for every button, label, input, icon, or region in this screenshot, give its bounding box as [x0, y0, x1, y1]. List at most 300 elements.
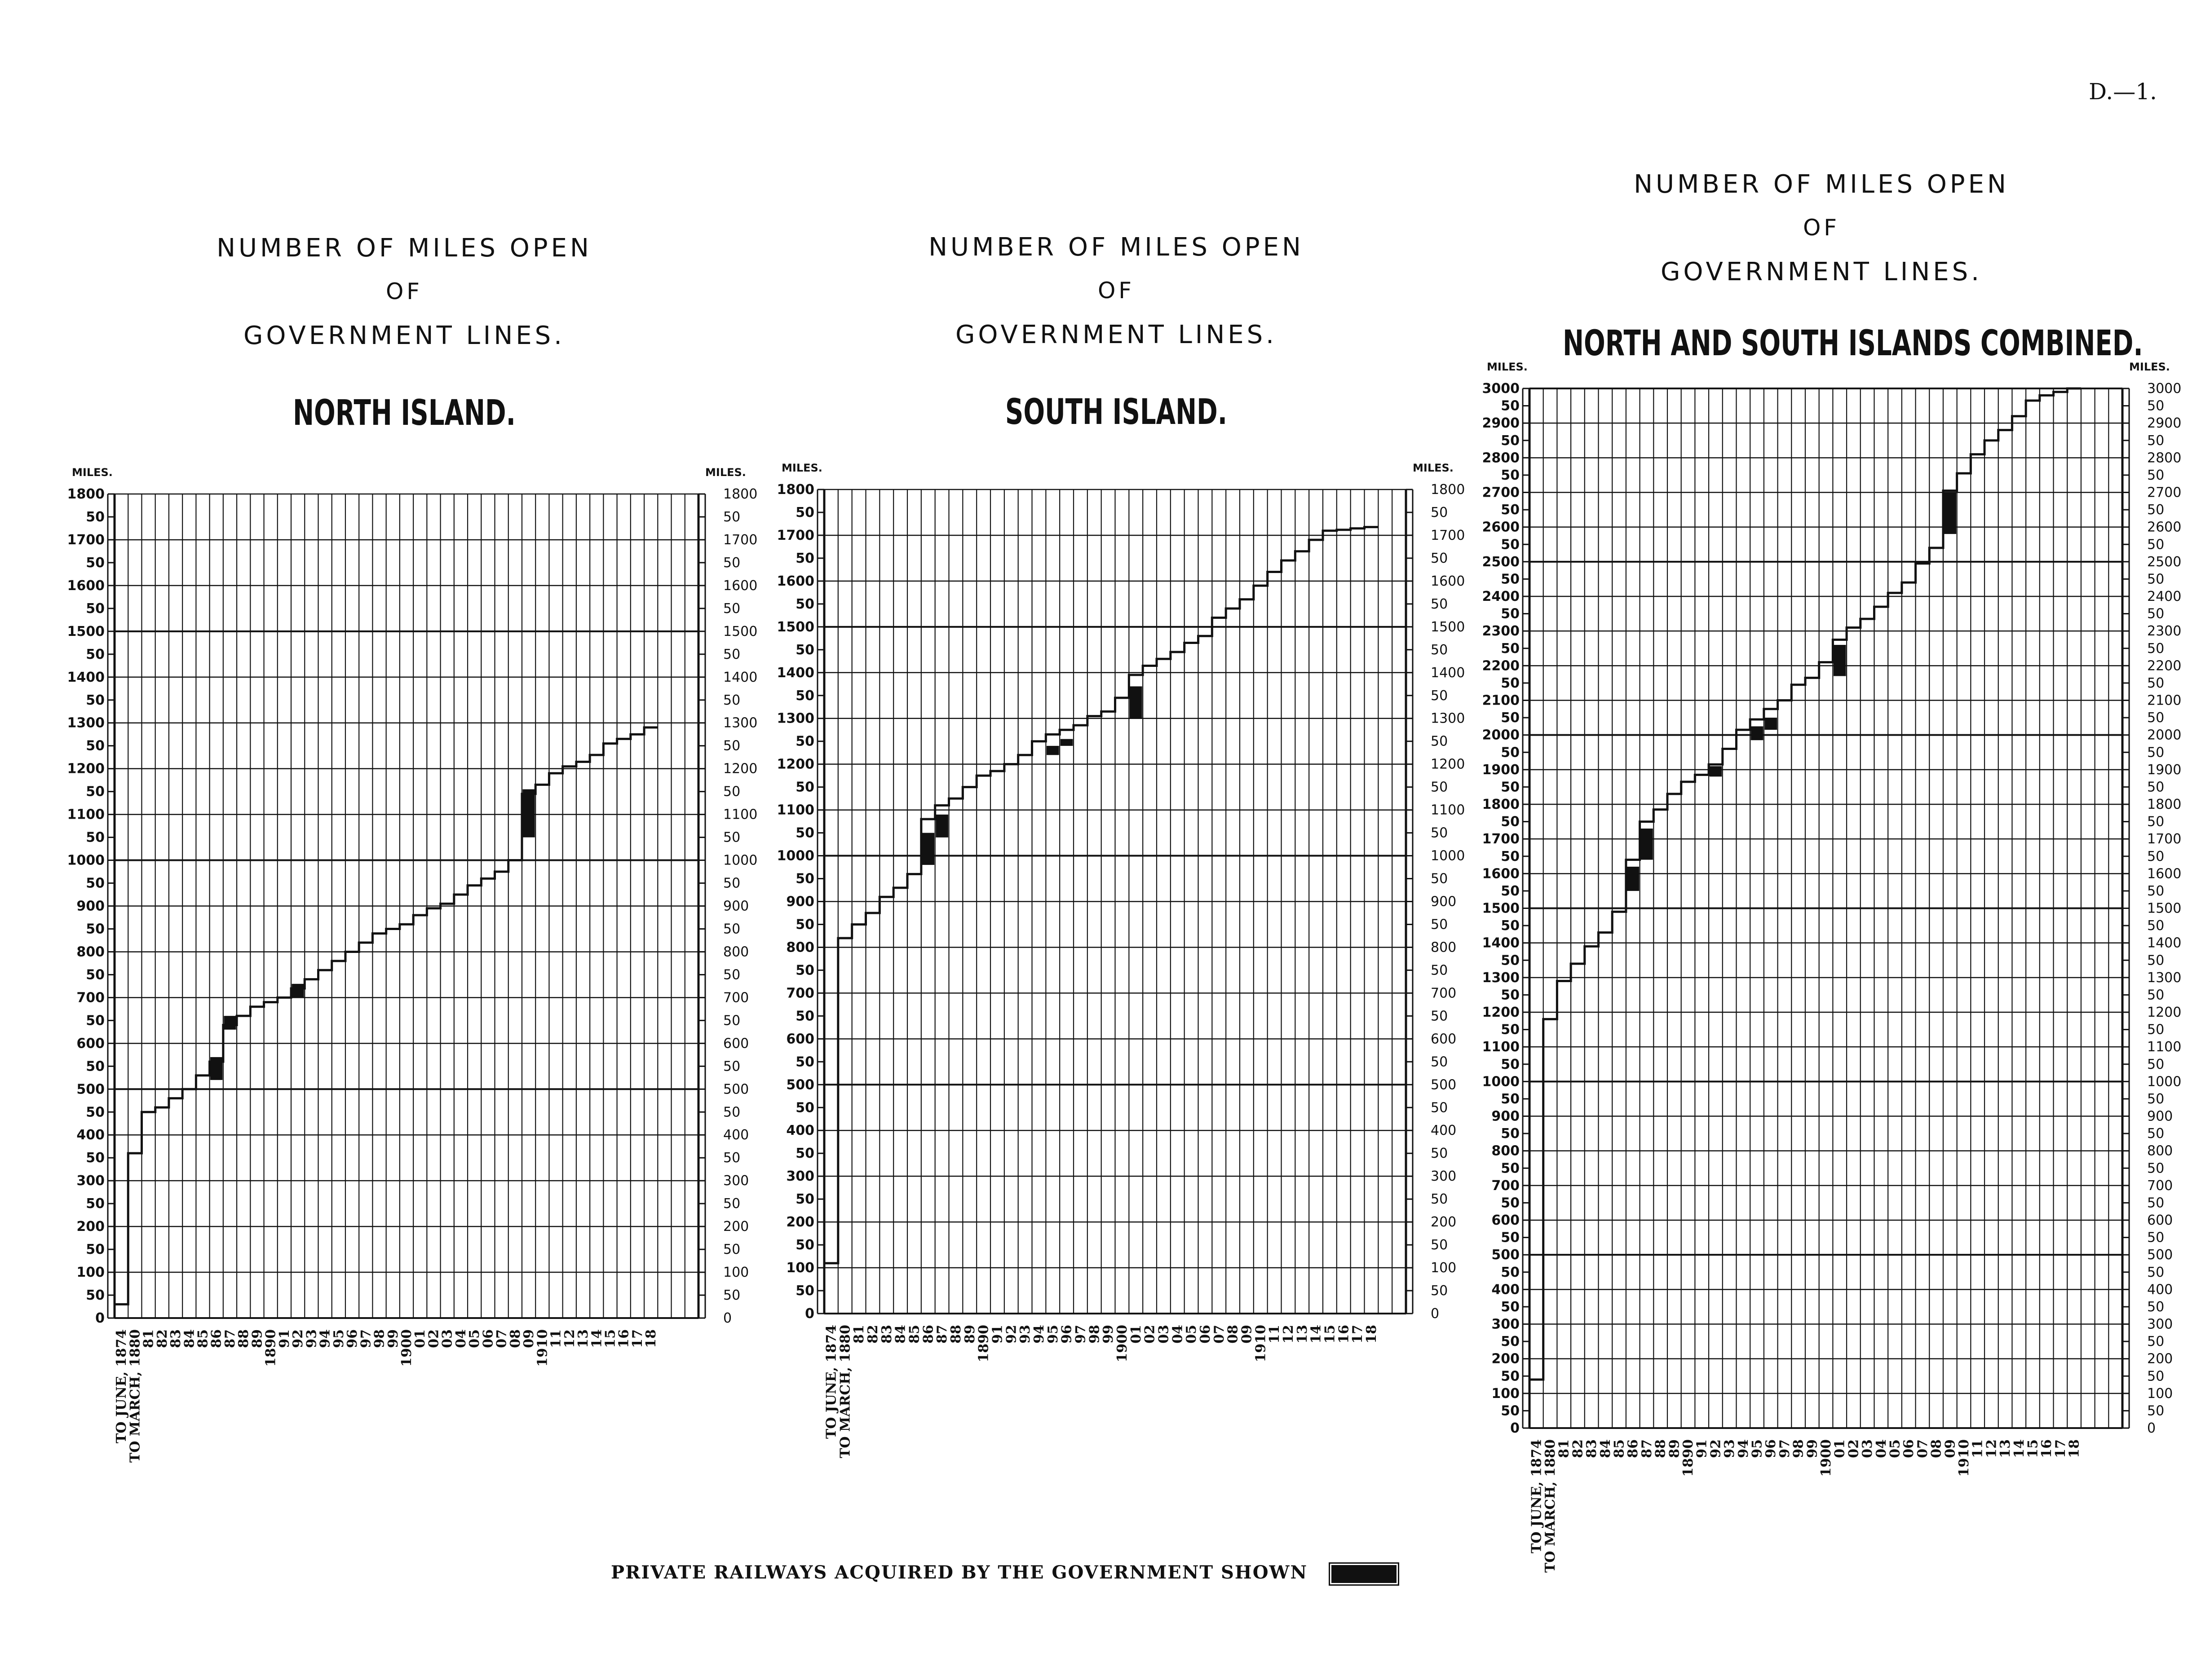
y-tick-label-left: 50: [796, 1008, 814, 1024]
y-tick-label-right: 1900: [2147, 762, 2182, 778]
y-tick-label-right: 50: [2147, 1230, 2165, 1246]
y-tick-label-right: 500: [1431, 1077, 1457, 1093]
y-tick-label-right: 0: [1431, 1306, 1440, 1322]
acquired-block: [1130, 686, 1142, 718]
y-tick-label-right: 50: [2147, 1126, 2165, 1142]
y-tick-label-right: 400: [2147, 1282, 2173, 1298]
chart3-title-line1: NUMBER OF MILES OPEN: [1634, 170, 2009, 199]
y-tick-label-left: 0: [95, 1310, 105, 1326]
y-tick-label-left: 1800: [1482, 797, 1520, 812]
chart2-title-line3: GOVERNMENT LINES.: [955, 320, 1277, 349]
y-tick-label-left: 50: [86, 829, 105, 846]
y-tick-label-left: 50: [1501, 1403, 1520, 1419]
y-tick-label-left: 50: [1501, 1230, 1520, 1246]
x-tick-label: 03: [439, 1329, 455, 1348]
y-tick-label-left: 800: [76, 944, 105, 960]
x-tick-label: 15: [602, 1329, 619, 1348]
y-tick-label-left: 1200: [67, 761, 105, 777]
x-tick-label: 01: [1128, 1325, 1144, 1344]
y-tick-label-right: 1800: [1431, 482, 1465, 498]
x-tick-label: 11: [1970, 1439, 1986, 1458]
y-tick-label-right: 50: [1431, 1237, 1448, 1253]
y-tick-label-left: 50: [86, 692, 105, 708]
x-tick-label: 14: [1308, 1325, 1324, 1344]
acquired-block: [1061, 739, 1073, 746]
y-tick-label-left: 1200: [1482, 1005, 1520, 1020]
y-tick-label-right: 50: [723, 784, 741, 800]
x-tick-label: 01: [412, 1329, 429, 1348]
x-tick-label: 81: [851, 1325, 867, 1344]
y-tick-label-right: 100: [1431, 1260, 1457, 1276]
x-tick-label: 87: [222, 1329, 238, 1348]
x-tick-label: 97: [358, 1329, 374, 1348]
x-tick-label: 04: [1873, 1439, 1889, 1458]
acquired-block: [522, 789, 535, 838]
y-tick-label-right: 100: [2147, 1385, 2173, 1402]
y-tick-label-right: 300: [723, 1173, 749, 1189]
y-tick-label-left: 900: [786, 894, 814, 910]
y-tick-label-left: 300: [786, 1169, 814, 1185]
y-tick-label-right: 800: [723, 944, 749, 960]
x-tick-label: 16: [1336, 1325, 1352, 1344]
y-tick-label-right: 50: [2147, 952, 2165, 969]
x-tick-label: 92: [1708, 1439, 1724, 1458]
x-tick-label: 89: [1666, 1439, 1683, 1458]
y-tick-label-left: 1000: [67, 852, 105, 869]
y-tick-label-right: 50: [2147, 1368, 2165, 1385]
y-tick-label-left: 800: [786, 939, 814, 956]
y-tick-label-left: 2000: [1482, 727, 1520, 743]
y-tick-label-right: 50: [723, 1013, 741, 1029]
x-tick-label: 89: [962, 1325, 978, 1344]
x-tick-label: 1910: [1956, 1439, 1972, 1477]
y-tick-label-left: 1000: [777, 848, 814, 864]
y-tick-label-left: 1500: [1482, 900, 1520, 917]
chart2-title-line1: NUMBER OF MILES OPEN: [928, 233, 1304, 262]
y-tick-label-right: 1200: [2147, 1005, 2182, 1020]
y-tick-label-right: 2100: [2147, 692, 2182, 709]
y-tick-label-left: 50: [1501, 779, 1520, 795]
y-tick-label-left: 50: [796, 1191, 814, 1208]
x-tick-label: 07: [1211, 1325, 1227, 1344]
x-tick-label: 86: [920, 1325, 937, 1344]
y-tick-label-right: 1300: [723, 715, 758, 731]
y-tick-label-right: 50: [723, 738, 741, 754]
y-tick-label-right: 900: [1431, 894, 1457, 910]
y-tick-label-right: 50: [2147, 710, 2165, 726]
x-tick-label: TO JUNE, 1874: [114, 1329, 130, 1443]
y-tick-label-left: 50: [1501, 398, 1520, 414]
y-tick-label-right: 1500: [1431, 619, 1465, 635]
y-tick-label-left: 1400: [777, 665, 814, 681]
y-tick-label-right: 800: [2147, 1143, 2173, 1159]
y-tick-label-left: 50: [1501, 987, 1520, 1003]
chart3-subtitle: NORTH AND SOUTH ISLANDS COMBINED.: [1563, 323, 2143, 364]
y-tick-label-right: 1800: [2147, 797, 2182, 812]
x-tick-label: 06: [1901, 1439, 1917, 1458]
y-tick-label-right: 1700: [723, 532, 758, 548]
y-tick-label-right: 100: [723, 1265, 749, 1281]
y-tick-label-left: 600: [786, 1031, 814, 1047]
x-tick-label: 13: [1998, 1439, 2014, 1458]
y-tick-label-right: 50: [1431, 1146, 1448, 1162]
x-tick-label: 12: [1984, 1439, 2000, 1458]
y-tick-label-left: 50: [1501, 1299, 1520, 1315]
y-tick-label-right: 300: [1431, 1169, 1457, 1185]
y-tick-label-left: 50: [796, 917, 814, 933]
y-tick-label-left: 1900: [1482, 762, 1520, 778]
y-tick-label-right: 50: [1431, 871, 1448, 887]
y-tick-label-right: 2000: [2147, 727, 2182, 743]
y-axis-label-left: MILES.: [1487, 361, 1528, 373]
x-tick-label: 01: [1832, 1439, 1848, 1458]
y-tick-label-left: 50: [1501, 1126, 1520, 1142]
x-tick-label: 03: [1156, 1325, 1172, 1344]
y-tick-label-left: 50: [796, 1054, 814, 1070]
y-tick-label-right: 1600: [1431, 573, 1465, 589]
y-tick-label-left: 50: [1501, 814, 1520, 830]
y-tick-label-right: 50: [723, 600, 741, 617]
y-tick-label-right: 2500: [2147, 554, 2182, 570]
x-tick-label: 82: [1570, 1439, 1586, 1458]
x-tick-label: 18: [1363, 1325, 1379, 1344]
x-tick-label: 87: [1639, 1439, 1655, 1458]
x-tick-label: 85: [906, 1325, 923, 1344]
x-tick-label: 95: [1045, 1325, 1061, 1344]
y-tick-label-right: 50: [1431, 733, 1448, 750]
y-tick-label-right: 50: [1431, 917, 1448, 933]
y-tick-label-right: 400: [723, 1127, 749, 1143]
y-tick-label-right: 2600: [2147, 519, 2182, 535]
x-tick-label: 1890: [1680, 1439, 1697, 1477]
y-tick-label-left: 0: [805, 1306, 814, 1322]
y-tick-label-left: 2700: [1482, 485, 1520, 501]
y-tick-label-left: 300: [76, 1173, 105, 1189]
y-tick-label-right: 2200: [2147, 658, 2182, 674]
y-tick-label-right: 2800: [2147, 450, 2182, 466]
y-tick-label-left: 2400: [1482, 589, 1520, 604]
y-tick-label-right: 50: [723, 1104, 741, 1120]
x-tick-label: 82: [865, 1325, 881, 1344]
y-tick-label-right: 50: [2147, 432, 2165, 449]
x-tick-label: 13: [1294, 1325, 1310, 1344]
y-tick-label-left: 100: [1491, 1385, 1520, 1402]
x-tick-label: 91: [276, 1329, 292, 1348]
y-tick-label-right: 50: [2147, 883, 2165, 899]
y-tick-label-left: 1100: [1482, 1039, 1520, 1055]
y-tick-label-left: 1300: [67, 715, 105, 731]
y-tick-label-left: 700: [1491, 1177, 1520, 1194]
y-tick-label-right: 50: [2147, 606, 2165, 622]
x-tick-label: 03: [1860, 1439, 1876, 1458]
x-tick-label: TO MARCH, 1880: [1543, 1439, 1559, 1573]
x-tick-label: 1900: [1114, 1325, 1130, 1363]
chart-3: [1482, 361, 2182, 1573]
y-tick-label-left: 50: [1501, 1022, 1520, 1038]
x-tick-label: 81: [141, 1329, 157, 1348]
y-tick-label-right: 200: [2147, 1351, 2173, 1367]
x-tick-label: 17: [2052, 1439, 2069, 1458]
x-tick-label: 16: [2039, 1439, 2055, 1458]
y-tick-label-right: 50: [2147, 675, 2165, 691]
y-tick-label-left: 1600: [777, 573, 814, 589]
y-tick-label-right: 1500: [723, 623, 758, 639]
y-tick-label-left: 50: [86, 600, 105, 617]
y-tick-label-right: 50: [2147, 1195, 2165, 1211]
y-tick-label-right: 50: [2147, 398, 2165, 414]
x-tick-label: 12: [1280, 1325, 1296, 1344]
y-tick-label-left: 50: [86, 875, 105, 891]
y-tick-label-right: 50: [1431, 1008, 1448, 1024]
y-axis-label-right: MILES.: [705, 466, 746, 479]
y-tick-label-right: 50: [2147, 1160, 2165, 1177]
acquired-block: [1627, 867, 1639, 891]
x-tick-label: 98: [1790, 1439, 1807, 1458]
y-tick-label-left: 1500: [777, 619, 814, 635]
y-tick-label-left: 50: [796, 550, 814, 566]
legend-text: PRIVATE RAILWAYS ACQUIRED BY THE GOVERNMENT SHOWN: [611, 1562, 1308, 1583]
chart3-title-line2: OF: [1803, 215, 1840, 241]
x-tick-label: TO MARCH, 1880: [127, 1329, 143, 1463]
acquired-block: [1710, 766, 1722, 776]
y-tick-label-right: 900: [723, 898, 749, 914]
y-tick-label-left: 1600: [67, 578, 105, 594]
y-tick-label-right: 700: [2147, 1177, 2173, 1194]
y-tick-label-left: 800: [1491, 1143, 1520, 1159]
y-tick-label-left: 50: [796, 1146, 814, 1162]
y-tick-label-right: 1000: [2147, 1074, 2182, 1090]
y-tick-label-left: 50: [86, 555, 105, 571]
x-tick-label: 08: [1225, 1325, 1241, 1344]
y-tick-label-left: 50: [796, 962, 814, 979]
x-tick-label: 15: [2025, 1439, 2041, 1458]
x-tick-label: 15: [1322, 1325, 1338, 1344]
y-tick-label-left: 400: [76, 1127, 105, 1143]
x-tick-label: 14: [2011, 1439, 2027, 1458]
y-tick-label-right: 2700: [2147, 485, 2182, 501]
x-tick-label: 86: [208, 1329, 225, 1348]
y-tick-label-left: 50: [796, 688, 814, 704]
y-tick-label-left: 50: [1501, 1264, 1520, 1280]
y-tick-label-left: 50: [86, 1058, 105, 1075]
x-tick-label: 11: [548, 1329, 564, 1348]
y-tick-label-left: 50: [1501, 1091, 1520, 1107]
y-tick-label-right: 700: [1431, 985, 1457, 1001]
y-tick-label-right: 1400: [1431, 665, 1465, 681]
y-tick-label-left: 1600: [1482, 866, 1520, 882]
x-tick-label: 98: [1087, 1325, 1103, 1344]
x-tick-label: 04: [1170, 1325, 1186, 1344]
y-tick-label-right: 800: [1431, 939, 1457, 956]
y-tick-label-left: 50: [86, 646, 105, 662]
y-tick-label-right: 900: [2147, 1108, 2173, 1124]
y-tick-label-left: 50: [1501, 1160, 1520, 1177]
x-tick-label: 1910: [535, 1329, 551, 1367]
y-tick-label-left: 900: [76, 898, 105, 914]
acquired-block: [1764, 718, 1777, 730]
y-tick-label-left: 200: [786, 1214, 814, 1230]
x-tick-label: 81: [1556, 1439, 1572, 1458]
y-tick-label-right: 500: [723, 1081, 749, 1098]
y-tick-label-left: 50: [1501, 606, 1520, 622]
y-tick-label-right: 1100: [2147, 1039, 2182, 1055]
y-tick-label-right: 1200: [723, 761, 758, 777]
y-tick-label-left: 400: [1491, 1282, 1520, 1298]
x-tick-label: 08: [1928, 1439, 1945, 1458]
acquired-block: [1944, 493, 1956, 534]
x-tick-label: 83: [168, 1329, 184, 1348]
y-tick-label-right: 50: [1431, 688, 1448, 704]
y-tick-label-right: 50: [723, 1058, 741, 1075]
y-tick-label-left: 50: [1501, 745, 1520, 761]
chart2-subtitle: SOUTH ISLAND.: [1005, 392, 1228, 432]
y-tick-label-left: 50: [1501, 710, 1520, 726]
y-tick-label-left: 500: [1491, 1247, 1520, 1263]
y-tick-label-left: 50: [1501, 1368, 1520, 1385]
y-tick-label-right: 50: [2147, 987, 2165, 1003]
x-tick-label: 98: [371, 1329, 388, 1348]
y-tick-label-left: 2300: [1482, 623, 1520, 639]
y-tick-label-right: 1600: [2147, 866, 2182, 882]
y-tick-label-left: 50: [1501, 1195, 1520, 1211]
y-tick-label-left: 700: [76, 990, 105, 1006]
x-tick-label: 06: [480, 1329, 496, 1348]
x-tick-label: 1910: [1253, 1325, 1269, 1363]
y-tick-label-right: 50: [2147, 1334, 2165, 1350]
chart1-title-line1: NUMBER OF MILES OPEN: [217, 234, 592, 263]
y-tick-label-left: 50: [86, 784, 105, 800]
x-tick-label: 05: [1184, 1325, 1200, 1344]
x-tick-label: 92: [1003, 1325, 1020, 1344]
x-tick-label: 1900: [1818, 1439, 1834, 1477]
x-tick-label: TO JUNE, 1874: [1529, 1439, 1545, 1553]
y-tick-label-right: 400: [1431, 1123, 1457, 1139]
y-tick-label-right: 2400: [2147, 589, 2182, 604]
y-tick-label-right: 50: [2147, 467, 2165, 483]
y-tick-label-left: 50: [86, 1196, 105, 1212]
y-tick-label-left: 50: [86, 509, 105, 525]
y-tick-label-left: 50: [796, 642, 814, 658]
x-tick-label: 05: [1887, 1439, 1903, 1458]
x-tick-label: 02: [1846, 1439, 1862, 1458]
x-tick-label: 96: [345, 1329, 361, 1348]
y-tick-label-left: 50: [1501, 502, 1520, 518]
acquired-block: [292, 984, 304, 998]
y-tick-label-left: 1300: [1482, 970, 1520, 986]
y-tick-label-left: 50: [86, 921, 105, 937]
y-tick-label-right: 50: [1431, 962, 1448, 979]
y-tick-label-right: 50: [723, 967, 741, 983]
y-tick-label-left: 50: [1501, 1334, 1520, 1350]
y-tick-label-right: 500: [2147, 1247, 2173, 1263]
y-tick-label-right: 1700: [2147, 831, 2182, 847]
y-tick-label-left: 1000: [1482, 1074, 1520, 1090]
y-tick-label-left: 50: [1501, 675, 1520, 691]
x-tick-label: 91: [1694, 1439, 1710, 1458]
x-tick-label: 07: [1914, 1439, 1931, 1458]
x-tick-label: 83: [879, 1325, 895, 1344]
y-tick-label-right: 50: [723, 555, 741, 571]
y-tick-label-right: 50: [1431, 1283, 1448, 1299]
y-tick-label-left: 1700: [1482, 831, 1520, 847]
y-tick-label-right: 50: [723, 875, 741, 891]
x-tick-label: 08: [507, 1329, 523, 1348]
y-axis-label-left: MILES.: [782, 462, 822, 474]
y-tick-label-right: 1300: [2147, 970, 2182, 986]
y-tick-label-right: 50: [2147, 814, 2165, 830]
x-tick-label: 84: [181, 1329, 198, 1348]
y-tick-label-right: 50: [1431, 1054, 1448, 1070]
y-tick-label-left: 300: [1491, 1316, 1520, 1332]
x-tick-label: 93: [304, 1329, 320, 1348]
y-tick-label-left: 1700: [777, 527, 814, 543]
x-tick-label: 07: [494, 1329, 510, 1348]
y-tick-label-right: 50: [2147, 571, 2165, 587]
x-tick-label: 93: [1017, 1325, 1034, 1344]
y-tick-label-left: 500: [786, 1077, 814, 1093]
y-tick-label-left: 50: [796, 1283, 814, 1299]
y-tick-label-left: 50: [86, 1150, 105, 1166]
y-tick-label-left: 50: [796, 596, 814, 612]
y-tick-label-left: 1800: [67, 486, 105, 502]
y-tick-label-left: 1100: [777, 802, 814, 818]
x-tick-label: TO JUNE, 1874: [823, 1325, 840, 1439]
x-tick-label: 09: [1239, 1325, 1255, 1344]
x-tick-label: 16: [616, 1329, 632, 1348]
x-tick-label: 88: [1653, 1439, 1669, 1458]
y-tick-label-left: 50: [1501, 432, 1520, 449]
y-tick-label-right: 1700: [1431, 527, 1465, 543]
x-tick-label: 84: [893, 1325, 909, 1344]
y-tick-label-left: 50: [1501, 640, 1520, 657]
y-tick-label-right: 50: [2147, 1299, 2165, 1315]
y-tick-label-left: 50: [796, 733, 814, 750]
x-tick-label: 06: [1197, 1325, 1213, 1344]
y-axis-label-left: MILES.: [72, 466, 113, 479]
x-tick-label: 09: [1942, 1439, 1958, 1458]
y-tick-label-left: 400: [786, 1123, 814, 1139]
x-tick-label: 99: [1101, 1325, 1117, 1344]
y-tick-label-right: 50: [2147, 779, 2165, 795]
y-tick-label-left: 50: [796, 871, 814, 887]
x-tick-label: 99: [1804, 1439, 1821, 1458]
x-tick-label: 91: [990, 1325, 1006, 1344]
y-tick-label-right: 50: [723, 829, 741, 846]
chart1-subtitle: NORTH ISLAND.: [293, 393, 516, 433]
acquired-block: [224, 1016, 236, 1030]
y-tick-label-right: 50: [723, 1288, 741, 1304]
x-tick-label: 88: [948, 1325, 964, 1344]
y-tick-label-right: 1400: [2147, 935, 2182, 951]
y-tick-label-left: 50: [796, 1237, 814, 1253]
x-tick-label: 95: [331, 1329, 347, 1348]
y-tick-label-left: 100: [76, 1265, 105, 1281]
y-tick-label-right: 50: [1431, 596, 1448, 612]
x-tick-label: 87: [934, 1325, 950, 1344]
y-tick-label-right: 0: [2147, 1420, 2156, 1436]
y-tick-label-left: 50: [86, 1013, 105, 1029]
y-tick-label-right: 50: [1431, 504, 1448, 520]
y-tick-label-right: 1400: [723, 669, 758, 685]
x-tick-label: 84: [1597, 1439, 1613, 1458]
y-tick-label-right: 50: [723, 1242, 741, 1258]
x-tick-label: 94: [1735, 1439, 1751, 1458]
x-tick-label: 04: [453, 1329, 469, 1348]
legend-note: [611, 1562, 1398, 1584]
x-tick-label: 86: [1625, 1439, 1641, 1458]
y-tick-label-left: 50: [1501, 537, 1520, 553]
y-tick-label-right: 2300: [2147, 623, 2182, 639]
